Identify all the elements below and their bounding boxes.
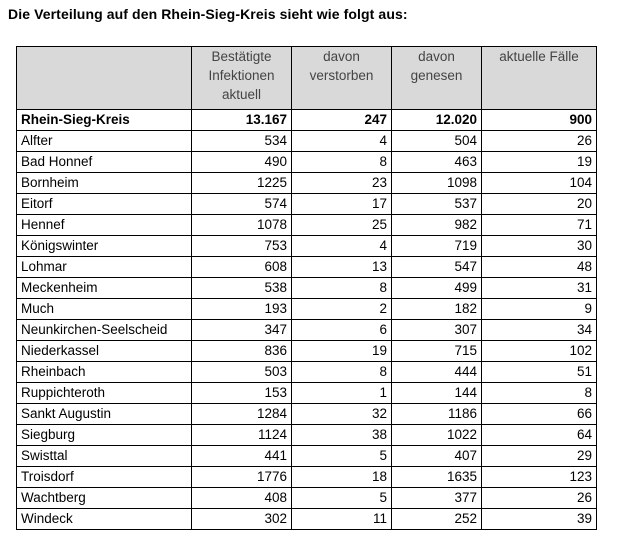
cell-confirmed: 1776	[192, 467, 292, 488]
cell-deceased: 32	[292, 404, 392, 425]
header-municipality	[17, 47, 192, 110]
cell-name: Troisdorf	[17, 467, 192, 488]
table-row	[17, 362, 597, 383]
table-row	[17, 236, 597, 257]
cell-name: Hennef	[17, 215, 192, 236]
cell-active: 34	[482, 320, 597, 341]
cell-recovered: 504	[392, 131, 482, 152]
cell-name: Lohmar	[17, 257, 192, 278]
cell-confirmed: 347	[192, 320, 292, 341]
cell-confirmed: 608	[192, 257, 292, 278]
header-active: aktuelle Fälle	[482, 47, 597, 110]
cell-confirmed: 1225	[192, 173, 292, 194]
cell-recovered: 537	[392, 194, 482, 215]
cell-deceased: 18	[292, 467, 392, 488]
cell-name: Windeck	[17, 509, 192, 530]
table-row	[17, 278, 597, 299]
cell-deceased: 17	[292, 194, 392, 215]
cell-name: Rheinbach	[17, 362, 192, 383]
cell-deceased: 25	[292, 215, 392, 236]
cell-recovered: 1186	[392, 404, 482, 425]
total-row	[17, 110, 597, 131]
cell-recovered: 499	[392, 278, 482, 299]
table-row	[17, 446, 597, 467]
cell-active: 19	[482, 152, 597, 173]
table-row	[17, 131, 597, 152]
cell-confirmed: 1284	[192, 404, 292, 425]
cell-active: 64	[482, 425, 597, 446]
header-recovered: davon genesen	[392, 47, 482, 110]
cell-deceased: 11	[292, 509, 392, 530]
cell-active: 66	[482, 404, 597, 425]
cell-name: Meckenheim	[17, 278, 192, 299]
cell-name: Siegburg	[17, 425, 192, 446]
cell-recovered: 407	[392, 446, 482, 467]
header-row	[17, 47, 597, 110]
cell-active: 123	[482, 467, 597, 488]
cell-deceased: 1	[292, 383, 392, 404]
cell-confirmed: 538	[192, 278, 292, 299]
table-row	[17, 257, 597, 278]
cell-confirmed: 534	[192, 131, 292, 152]
distribution-table	[16, 46, 597, 530]
cell-deceased: 19	[292, 341, 392, 362]
cell-recovered: 982	[392, 215, 482, 236]
cell-name: Bad Honnef	[17, 152, 192, 173]
cell-recovered: 1098	[392, 173, 482, 194]
cell-confirmed: 490	[192, 152, 292, 173]
cell-confirmed: 1078	[192, 215, 292, 236]
cell-deceased: 5	[292, 488, 392, 509]
table-row	[17, 404, 597, 425]
cell-recovered: 307	[392, 320, 482, 341]
cell-deceased: 8	[292, 278, 392, 299]
cell-recovered: 1022	[392, 425, 482, 446]
table-row	[17, 173, 597, 194]
cell-recovered: 715	[392, 341, 482, 362]
cell-recovered: 463	[392, 152, 482, 173]
header-deceased: davon verstorben	[292, 47, 392, 110]
cell-recovered: 252	[392, 509, 482, 530]
table-row	[17, 299, 597, 320]
cell-name: Swisttal	[17, 446, 192, 467]
cell-recovered: 12.020	[392, 110, 482, 131]
cell-active: 104	[482, 173, 597, 194]
cell-confirmed: 836	[192, 341, 292, 362]
cell-deceased: 2	[292, 299, 392, 320]
cell-deceased: 38	[292, 425, 392, 446]
cell-active: 39	[482, 509, 597, 530]
cell-confirmed: 302	[192, 509, 292, 530]
cell-confirmed: 441	[192, 446, 292, 467]
cell-name: Bornheim	[17, 173, 192, 194]
cell-confirmed: 13.167	[192, 110, 292, 131]
cell-name: Niederkassel	[17, 341, 192, 362]
cell-active: 102	[482, 341, 597, 362]
table-row	[17, 194, 597, 215]
cell-deceased: 23	[292, 173, 392, 194]
cell-deceased: 4	[292, 131, 392, 152]
header-confirmed: Bestätigte Infektionen aktuell	[192, 47, 292, 110]
cell-active: 20	[482, 194, 597, 215]
cell-name: Wachtberg	[17, 488, 192, 509]
table-row	[17, 488, 597, 509]
cell-active: 900	[482, 110, 597, 131]
cell-deceased: 8	[292, 362, 392, 383]
cell-confirmed: 153	[192, 383, 292, 404]
cell-name: Königswinter	[17, 236, 192, 257]
cell-deceased: 13	[292, 257, 392, 278]
table-row	[17, 425, 597, 446]
table-row	[17, 320, 597, 341]
page-heading: Die Verteilung auf den Rhein-Sieg-Kreis sieht wie folgt aus:	[8, 6, 408, 22]
cell-confirmed: 193	[192, 299, 292, 320]
table-row	[17, 341, 597, 362]
cell-active: 26	[482, 131, 597, 152]
cell-active: 8	[482, 383, 597, 404]
table-row	[17, 467, 597, 488]
cell-confirmed: 408	[192, 488, 292, 509]
cell-recovered: 719	[392, 236, 482, 257]
cell-active: 29	[482, 446, 597, 467]
cell-name: Eitorf	[17, 194, 192, 215]
cell-confirmed: 574	[192, 194, 292, 215]
table-row	[17, 383, 597, 404]
cell-confirmed: 1124	[192, 425, 292, 446]
cell-name: Rhein-Sieg-Kreis	[17, 110, 192, 131]
cell-active: 51	[482, 362, 597, 383]
cell-name: Ruppichteroth	[17, 383, 192, 404]
cell-recovered: 547	[392, 257, 482, 278]
cell-recovered: 1635	[392, 467, 482, 488]
table-row	[17, 152, 597, 173]
cell-name: Sankt Augustin	[17, 404, 192, 425]
cell-name: Much	[17, 299, 192, 320]
cell-confirmed: 503	[192, 362, 292, 383]
cell-confirmed: 753	[192, 236, 292, 257]
cell-recovered: 444	[392, 362, 482, 383]
table-row	[17, 509, 597, 530]
cell-deceased: 8	[292, 152, 392, 173]
cell-deceased: 5	[292, 446, 392, 467]
cell-active: 71	[482, 215, 597, 236]
cell-active: 48	[482, 257, 597, 278]
cell-name: Alfter	[17, 131, 192, 152]
cell-deceased: 6	[292, 320, 392, 341]
cell-active: 9	[482, 299, 597, 320]
cell-name: Neunkirchen-Seelscheid	[17, 320, 192, 341]
cell-deceased: 247	[292, 110, 392, 131]
cell-recovered: 144	[392, 383, 482, 404]
cell-active: 30	[482, 236, 597, 257]
cell-deceased: 4	[292, 236, 392, 257]
cell-recovered: 182	[392, 299, 482, 320]
table-row	[17, 215, 597, 236]
cell-recovered: 377	[392, 488, 482, 509]
cell-active: 31	[482, 278, 597, 299]
cell-active: 26	[482, 488, 597, 509]
